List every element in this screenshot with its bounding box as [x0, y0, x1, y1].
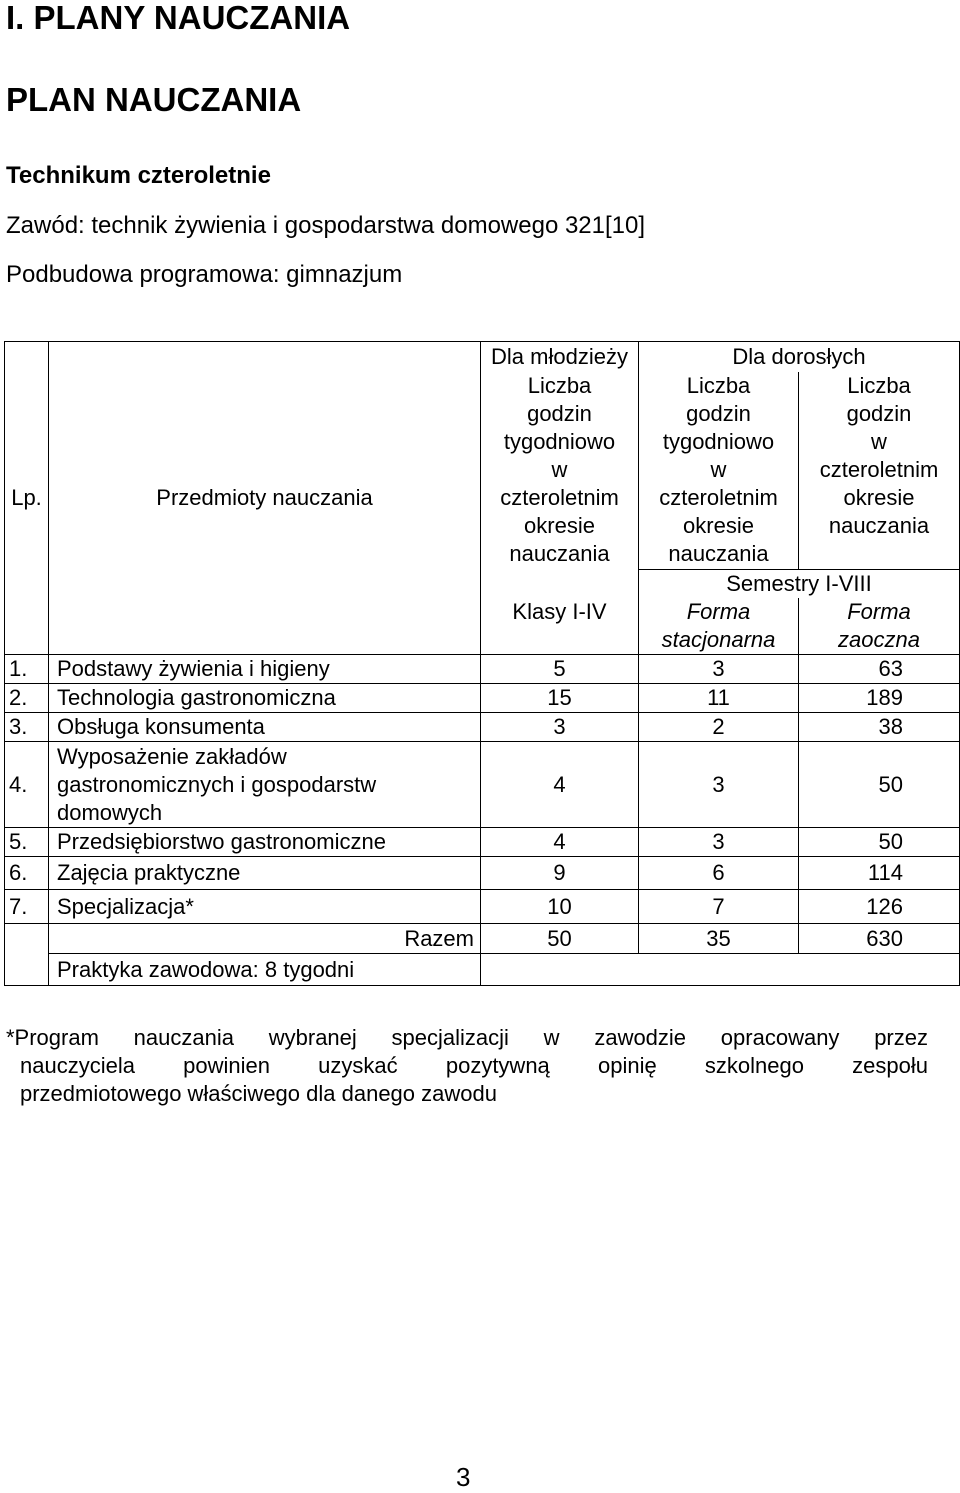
row-subject: Specjalizacja*	[49, 890, 481, 924]
lp-header: Lp.	[5, 342, 49, 655]
school-type: Technikum czteroletnie	[6, 162, 271, 189]
curriculum-table	[4, 341, 960, 986]
row-subject: Zajęcia praktyczne	[49, 857, 481, 890]
table-row	[5, 713, 960, 742]
row-extramural: 126	[799, 890, 960, 924]
footnote	[6, 1024, 928, 1108]
practice-label: Praktyka zawodowa: 8 tygodni	[49, 954, 481, 986]
section-heading: I. PLANY NAUCZANIA	[6, 0, 351, 36]
base-line: Podbudowa programowa: gimnazjum	[6, 261, 403, 288]
row-day: 6	[639, 857, 799, 890]
row-extramural: 50	[799, 828, 960, 857]
footnote-line: nauczyciela powinien uzyskać pozytywną opinię szkolnego zespołu	[20, 1053, 928, 1078]
youth-header: Dla młodzieży	[481, 342, 639, 372]
row-day: 2	[639, 713, 799, 742]
semesters-header: Semestry I-VIII	[639, 570, 960, 599]
row-lp: 4.	[5, 742, 49, 828]
table-row	[5, 742, 960, 828]
youth-hours-header: Liczba godzin tygodniowo w czteroletnim okresie nauczania	[481, 372, 639, 570]
total-label: Razem	[49, 924, 481, 954]
row-extramural: 189	[799, 684, 960, 713]
total-day: 35	[639, 924, 799, 954]
form-day-header: Forma stacjonarna	[639, 598, 799, 655]
profession-line: Zawód: technik żywienia i gospodarstwa domowego 321[10]	[6, 212, 646, 239]
row-youth: 15	[481, 684, 639, 713]
row-lp: 6.	[5, 857, 49, 890]
row-subject: Przedsiębiorstwo gastronomiczne	[49, 828, 481, 857]
footnote-line: *Program nauczania wybranej specjalizacji w zawodzie opracowany przez	[6, 1025, 928, 1050]
row-youth: 3	[481, 713, 639, 742]
row-youth: 4	[481, 742, 639, 828]
total-extramural: 630	[799, 924, 960, 954]
form-extramural-header: Forma zaoczna	[799, 598, 960, 655]
row-lp: 5.	[5, 828, 49, 857]
practice-row	[5, 954, 960, 986]
row-extramural: 38	[799, 713, 960, 742]
total-row	[5, 924, 960, 954]
row-extramural: 50	[799, 742, 960, 828]
row-extramural: 63	[799, 655, 960, 684]
table-row	[5, 857, 960, 890]
classes-header: Klasy I-IV	[481, 570, 639, 655]
adults-day-hours-header: Liczba godzin tygodniowo w czteroletnim okresie nauczania	[639, 372, 799, 570]
row-subject: Wyposażenie zakładów gastronomicznych i gospodarstw domowych	[49, 742, 481, 828]
page-number: 3	[456, 1462, 471, 1492]
subjects-header: Przedmioty nauczania	[49, 342, 481, 655]
row-subject: Podstawy żywienia i higieny	[49, 655, 481, 684]
footnote-line: przedmiotowego właściwego dla danego zawodu	[20, 1081, 497, 1106]
row-youth: 4	[481, 828, 639, 857]
table-row	[5, 828, 960, 857]
row-day: 3	[639, 655, 799, 684]
row-lp: 1.	[5, 655, 49, 684]
row-day: 3	[639, 742, 799, 828]
table-row	[5, 655, 960, 684]
row-subject: Technologia gastronomiczna	[49, 684, 481, 713]
row-lp: 2.	[5, 684, 49, 713]
row-youth: 9	[481, 857, 639, 890]
total-youth: 50	[481, 924, 639, 954]
plan-heading: PLAN NAUCZANIA	[6, 81, 302, 118]
adults-extramural-hours-header: Liczba godzin w czteroletnim okresie nauczania	[799, 372, 960, 570]
row-subject: Obsługa konsumenta	[49, 713, 481, 742]
adults-header: Dla dorosłych	[639, 342, 960, 372]
row-day: 7	[639, 890, 799, 924]
row-youth: 10	[481, 890, 639, 924]
table-row	[5, 684, 960, 713]
row-extramural: 114	[799, 857, 960, 890]
table-row	[5, 890, 960, 924]
row-youth: 5	[481, 655, 639, 684]
row-day: 3	[639, 828, 799, 857]
row-day: 11	[639, 684, 799, 713]
row-lp: 3.	[5, 713, 49, 742]
row-lp: 7.	[5, 890, 49, 924]
